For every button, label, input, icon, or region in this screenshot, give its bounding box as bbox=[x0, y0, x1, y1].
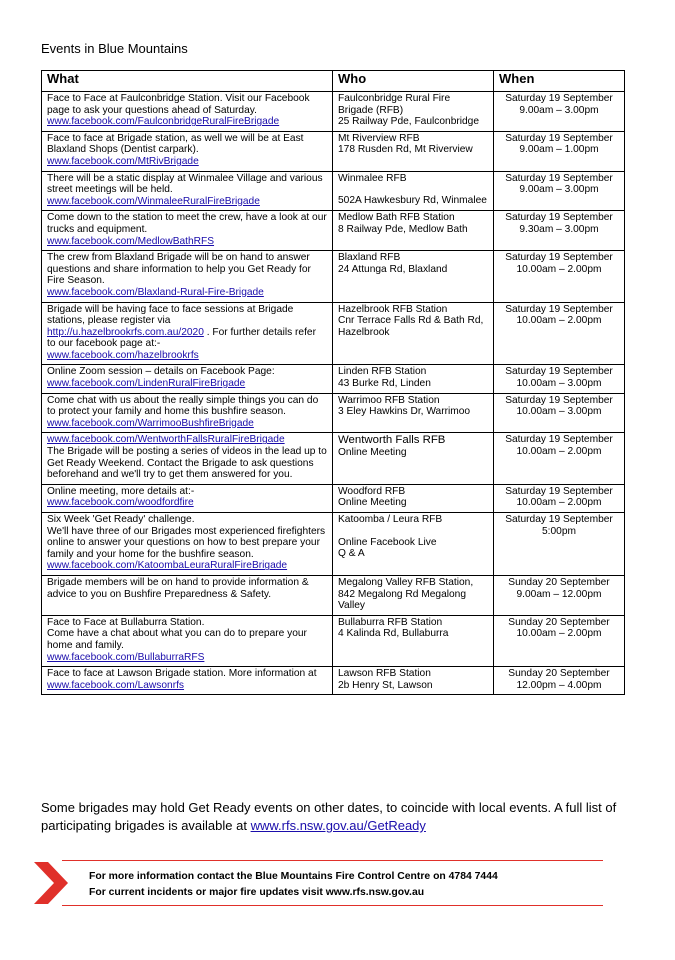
table-row bbox=[42, 513, 625, 576]
who-text: 2b Henry St, Lawson bbox=[338, 679, 433, 691]
what-cell bbox=[42, 575, 333, 615]
note-text: Some brigades may hold Get Ready events on other dates, to coincide with local events. A full list of participating brigades is available at bbox=[41, 800, 617, 833]
facebook-link[interactable]: www.facebook.com/LindenRuralFireBrigade bbox=[47, 378, 246, 390]
event-time: 9.00am – 3.00pm bbox=[519, 184, 599, 196]
what-cell bbox=[42, 211, 333, 251]
what-text: Face to Face at Faulconbridge Station. Visit our Facebook page to ask your questions ahead of Saturday. bbox=[47, 93, 310, 116]
who-text: 842 Megalong Rd Megalong Valley bbox=[338, 588, 467, 612]
who-text: Cnr Terrace Falls Rd & Bath Rd, Hazelbrook bbox=[338, 315, 484, 338]
what-text-post: . For further details refer to our facebook page at:- bbox=[47, 326, 316, 350]
who-text: Q & A bbox=[338, 548, 365, 560]
register-link[interactable]: http://u.hazelbrookrfs.com.au/2020 bbox=[47, 326, 204, 338]
event-date: Saturday 19 September bbox=[505, 485, 613, 497]
facebook-link[interactable]: www.facebook.com/MtRivBrigade bbox=[47, 155, 199, 167]
table-row bbox=[42, 302, 625, 365]
events-table bbox=[41, 70, 625, 695]
what-cell bbox=[42, 484, 333, 512]
event-date: Saturday 19 September bbox=[505, 394, 613, 406]
who-text: Online Facebook Live bbox=[338, 536, 437, 548]
who-text: 25 Railway Pde, Faulconbridge bbox=[338, 116, 480, 128]
who-cell bbox=[333, 393, 494, 433]
chevron-icon bbox=[34, 862, 68, 904]
table-row bbox=[42, 131, 625, 171]
who-cell bbox=[333, 92, 494, 132]
when-cell bbox=[494, 365, 625, 393]
what-text: The crew from Blaxland Brigade will be on hand to answer questions and share information to help you Get Ready for Fire Season. bbox=[47, 252, 311, 287]
event-time: 10.00am – 3.00pm bbox=[516, 406, 602, 418]
what-text: Online Zoom session – details on Facebook Page: bbox=[47, 366, 275, 378]
what-cell bbox=[42, 171, 333, 211]
facebook-link[interactable]: www.facebook.com/Lawsonrfs bbox=[47, 679, 185, 691]
facebook-link[interactable]: www.facebook.com/WentworthFallsRuralFireBrigade bbox=[47, 434, 285, 446]
what-cell bbox=[42, 667, 333, 695]
table-row bbox=[42, 667, 625, 695]
table-row bbox=[42, 615, 625, 666]
who-cell bbox=[333, 615, 494, 666]
who-text: Online Meeting bbox=[338, 497, 407, 509]
event-time: 9.30am – 3.00pm bbox=[519, 223, 599, 235]
what-cell bbox=[42, 131, 333, 171]
event-date: Sunday 20 September bbox=[508, 576, 610, 588]
facebook-link[interactable]: www.facebook.com/MedlowBathRFS bbox=[47, 235, 215, 247]
who-text: Faulconbridge Rural Fire Brigade (RFB) bbox=[338, 93, 451, 116]
who-cell bbox=[333, 575, 494, 615]
event-date: Sunday 20 September bbox=[508, 616, 610, 628]
event-date: Saturday 19 September bbox=[505, 132, 613, 144]
who-cell bbox=[333, 211, 494, 251]
table-row bbox=[42, 575, 625, 615]
footer-line-1: For more information contact the Blue Mountains Fire Control Centre on 4784 7444 bbox=[89, 871, 498, 882]
table-row bbox=[42, 484, 625, 512]
facebook-link[interactable]: www.facebook.com/WarrimooBushfireBrigade bbox=[47, 417, 254, 429]
who-text: Bullaburra RFB Station bbox=[338, 616, 443, 628]
event-time: 9.00am – 3.00pm bbox=[519, 104, 599, 116]
event-date: Saturday 19 September bbox=[505, 252, 613, 264]
who-text: 178 Rusden Rd, Mt Riverview bbox=[338, 144, 473, 156]
what-text-pre: Brigade will be having face to face sessions at Brigade stations, please register via bbox=[47, 303, 294, 327]
table-row bbox=[42, 92, 625, 132]
what-cell bbox=[42, 513, 333, 576]
header-when: When bbox=[494, 71, 625, 92]
footer bbox=[89, 869, 498, 901]
footer-divider-top bbox=[62, 860, 603, 861]
event-time: 10.00am – 2.00pm bbox=[516, 628, 602, 640]
what-text: The Brigade will be posting a series of videos in the lead up to Get Ready Weekend. Contact the Brigade to ask questions beforehand and we'll try to get them answered for you. bbox=[47, 446, 327, 481]
what-text: Face to face at Brigade station, as well we will be at East Blaxland Shops (Dentist carpark). bbox=[47, 132, 304, 156]
who-text: Woodford RFB bbox=[338, 485, 406, 497]
event-time: 10.00am – 3.00pm bbox=[516, 378, 602, 390]
when-cell bbox=[494, 131, 625, 171]
who-text: Katoomba / Leura RFB bbox=[338, 514, 443, 525]
who-text: Mt Riverview RFB bbox=[338, 132, 420, 144]
who-cell bbox=[333, 513, 494, 576]
who-cell bbox=[333, 171, 494, 211]
table-row bbox=[42, 433, 625, 484]
events-table-body bbox=[42, 92, 625, 695]
when-cell bbox=[494, 171, 625, 211]
what-cell bbox=[42, 92, 333, 132]
who-text: 8 Railway Pde, Medlow Bath bbox=[338, 223, 468, 235]
what-cell bbox=[42, 615, 333, 666]
who-cell bbox=[333, 433, 494, 484]
who-name: Wentworth Falls RFB bbox=[338, 434, 446, 447]
what-cell bbox=[42, 433, 333, 484]
who-text: Megalong Valley RFB Station, bbox=[338, 576, 474, 588]
what-text: Face to face at Lawson Brigade station. More information at bbox=[47, 668, 317, 680]
who-cell bbox=[333, 484, 494, 512]
what-text: We'll have three of our Brigades most experienced firefighters online to answer your questions on how to best prepare your family and your home for the bushfire season. bbox=[47, 525, 326, 560]
event-time: 10.00am – 2.00pm bbox=[516, 315, 602, 327]
who-cell bbox=[333, 302, 494, 365]
event-date: Saturday 19 September bbox=[505, 93, 613, 104]
when-cell bbox=[494, 433, 625, 484]
facebook-link[interactable]: www.facebook.com/BullaburraRFS bbox=[47, 651, 205, 663]
who-text: 502A Hawkesbury Rd, Winmalee bbox=[338, 195, 487, 207]
what-text: Online meeting, more details at:- bbox=[47, 485, 195, 497]
what-cell bbox=[42, 393, 333, 433]
event-date: Saturday 19 September bbox=[505, 172, 613, 184]
facebook-link[interactable]: www.facebook.com/hazelbrookrfs bbox=[47, 349, 199, 361]
who-text: Linden RFB Station bbox=[338, 366, 427, 378]
when-cell bbox=[494, 251, 625, 302]
who-cell bbox=[333, 667, 494, 695]
event-time: 10.00am – 2.00pm bbox=[516, 263, 602, 275]
event-date: Sunday 20 September bbox=[508, 668, 610, 680]
when-cell bbox=[494, 484, 625, 512]
who-text: Blaxland RFB bbox=[338, 252, 401, 264]
what-text: Face to Face at Bullaburra Station. bbox=[47, 616, 205, 628]
table-row bbox=[42, 251, 625, 302]
when-cell bbox=[494, 393, 625, 433]
header-who: Who bbox=[333, 71, 494, 92]
event-time: 9.00am – 12.00pm bbox=[516, 588, 602, 600]
get-ready-link[interactable]: www.rfs.nsw.gov.au/GetReady bbox=[250, 818, 426, 833]
what-text: Come down to the station to meet the crew, have a look at our trucks and equipment. bbox=[47, 212, 327, 235]
event-date: Saturday 19 September bbox=[505, 366, 613, 378]
when-cell bbox=[494, 211, 625, 251]
who-text: Lawson RFB Station bbox=[338, 668, 431, 680]
who-text: Hazelbrook RFB Station bbox=[338, 303, 448, 315]
header-what: What bbox=[42, 71, 333, 92]
what-cell bbox=[42, 365, 333, 393]
what-text bbox=[47, 304, 327, 350]
what-text: There will be a static display at Winmalee Village and various street meetings will be held. bbox=[47, 172, 323, 196]
blank-line bbox=[338, 526, 488, 537]
note-paragraph bbox=[41, 799, 631, 835]
when-cell bbox=[494, 667, 625, 695]
who-text: Online Meeting bbox=[338, 447, 407, 459]
facebook-link[interactable]: www.facebook.com/KatoombaLeuraRuralFireBrigade bbox=[47, 560, 288, 572]
event-time: 9.00am – 1.00pm bbox=[519, 144, 599, 156]
who-text: Winmalee RFB bbox=[338, 172, 407, 184]
facebook-link[interactable]: www.facebook.com/woodfordfire bbox=[47, 497, 194, 509]
event-time: 10.00am – 2.00pm bbox=[516, 446, 602, 458]
what-text: Come chat with us about the really simple things you can do to protect your family and home this bushfire season. bbox=[47, 394, 319, 418]
what-cell bbox=[42, 251, 333, 302]
event-date: Saturday 19 September bbox=[505, 212, 613, 224]
table-row bbox=[42, 211, 625, 251]
who-cell bbox=[333, 251, 494, 302]
when-cell bbox=[494, 302, 625, 365]
what-text: Six Week 'Get Ready' challenge. bbox=[47, 514, 195, 525]
when-cell bbox=[494, 92, 625, 132]
when-cell bbox=[494, 513, 625, 576]
when-cell bbox=[494, 575, 625, 615]
table-row bbox=[42, 365, 625, 393]
table-row bbox=[42, 171, 625, 211]
what-cell bbox=[42, 302, 333, 365]
what-text: Brigade members will be on hand to provide information & advice to you on Bushfire Preparedness & Safety. bbox=[47, 576, 309, 600]
facebook-link[interactable]: www.facebook.com/FaulconbridgeRuralFireBrigade bbox=[47, 116, 280, 128]
table-header-row bbox=[42, 71, 625, 92]
who-text: 3 Eley Hawkins Dr, Warrimoo bbox=[338, 406, 471, 418]
who-cell bbox=[333, 131, 494, 171]
facebook-link[interactable]: www.facebook.com/Blaxland-Rural-Fire-Brigade bbox=[47, 286, 264, 298]
event-time: 5:00pm bbox=[542, 525, 576, 537]
event-time: 10.00am – 2.00pm bbox=[516, 497, 602, 509]
page-title: Events in Blue Mountains bbox=[41, 41, 188, 56]
blank-line bbox=[338, 184, 488, 195]
footer-line-2: For current incidents or major fire updates visit www.rfs.nsw.gov.au bbox=[89, 887, 425, 898]
event-date: Saturday 19 September bbox=[505, 434, 613, 446]
when-cell bbox=[494, 615, 625, 666]
who-text: Warrimoo RFB Station bbox=[338, 394, 440, 406]
who-text: 24 Attunga Rd, Blaxland bbox=[338, 263, 448, 275]
table-row bbox=[42, 393, 625, 433]
facebook-link[interactable]: www.facebook.com/WinmaleeRuralFireBrigade bbox=[47, 195, 260, 207]
event-date: Saturday 19 September bbox=[505, 303, 613, 315]
who-text: Medlow Bath RFB Station bbox=[338, 212, 455, 224]
event-date: Saturday 19 September bbox=[505, 514, 613, 525]
who-text: 4 Kalinda Rd, Bullaburra bbox=[338, 628, 449, 640]
event-time: 12.00pm – 4.00pm bbox=[516, 679, 602, 691]
footer-divider-bottom bbox=[62, 905, 603, 906]
who-text: 43 Burke Rd, Linden bbox=[338, 378, 431, 390]
what-text: Come have a chat about what you can do to prepare your home and family. bbox=[47, 628, 307, 651]
who-cell bbox=[333, 365, 494, 393]
